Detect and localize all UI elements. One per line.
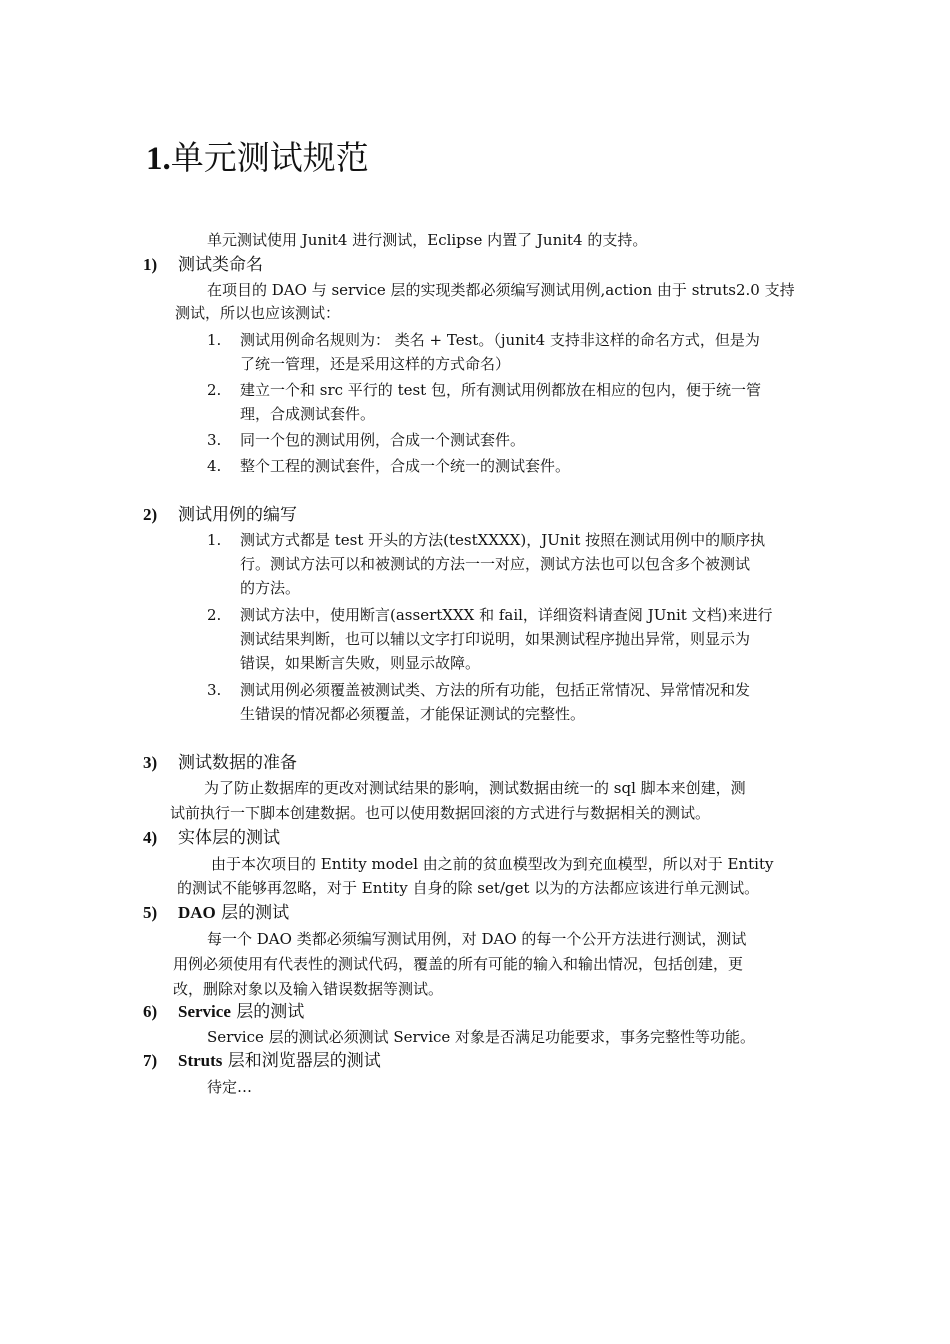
section-3-para-line: 试前执行一下脚本创建数据。也可以使用数据回滚的方式进行与数据相关的测试。: [170, 804, 711, 822]
list-item-number: 3.: [207, 681, 222, 699]
section-heading-3: 3) 测试数据的准备: [143, 753, 297, 773]
section-3-para-line: 为了防止数据库的更改对测试结果的影响，测试数据由统一的 sql 脚本来创建，测: [204, 779, 746, 797]
list-item-line: 了统一管理，还是采用这样的方式命名）: [240, 355, 511, 373]
section-4-para-line: 的测试不能够再忽略，对于 Entity 自身的除 set/get 以为的方法都应该进行单元测试。: [177, 879, 760, 897]
section-4-para-line: 由于本次项目的 Entity model 由之前的贫血模型改为到充血模型，所以对于 Entity: [211, 855, 774, 873]
list-item-line: 测试结果判断，也可以辅以文字打印说明，如果测试程序抛出异常，则显示为: [240, 630, 751, 648]
list-item-line: 测试用例命名规则为： 类名 + Test。（junit4 支持非这样的命名方式，但是为: [240, 331, 760, 349]
list-item-line: 理，合成测试套件。: [240, 405, 376, 423]
section-7-para-line: 待定…: [207, 1078, 253, 1096]
section-heading-6: 6) Service 层的测试: [143, 1002, 305, 1022]
section-heading-2: 2) 测试用例的编写: [143, 505, 297, 525]
list-item-line: 建立一个和 src 平行的 test 包，所有测试用例都放在相应的包内，便于统一管: [240, 381, 761, 399]
section-1-para-line: 测试，所以也应该测试：: [175, 304, 341, 322]
intro-paragraph: 单元测试使用 Junit4 进行测试，Eclipse 内置了 Junit4 的支持。: [207, 231, 648, 249]
list-item-number: 1.: [207, 331, 222, 349]
section-heading-1: 1) 测试类命名: [143, 255, 263, 275]
title-number: 1.: [146, 141, 171, 177]
list-item-line: 行。测试方法可以和被测试的方法一一对应，测试方法也可以包含多个被测试: [240, 555, 751, 573]
list-item-line: 测试用例必须覆盖被测试类、方法的所有功能，包括正常情况、异常情况和发: [240, 681, 751, 699]
list-item-line: 测试方法中，使用断言(assertXXX 和 fail，详细资料请查阅 JUnit 文档)来进行: [240, 606, 773, 624]
list-item-line: 错误，如果断言失败，则显示故障。: [240, 654, 481, 672]
list-item-number: 1.: [207, 531, 222, 549]
list-item-line: 生错误的情况都必须覆盖，才能保证测试的完整性。: [240, 705, 586, 723]
list-item-line: 的方法。: [240, 579, 301, 597]
list-item-number: 3.: [207, 431, 222, 449]
section-1-para-line: 在项目的 DAO 与 service 层的实现类都必须编写测试用例,action 由于 struts2.0 支持: [207, 281, 795, 299]
list-item-number: 2.: [207, 606, 222, 624]
section-heading-5: 5) DAO 层的测试: [143, 903, 290, 923]
section-6-para-line: Service 层的测试必须测试 Service 对象是否满足功能要求，事务完整性等功能。: [207, 1028, 756, 1046]
list-item-line: 测试方式都是 test 开头的方法(testXXXX)，JUnit 按照在测试用例中的顺序执: [240, 531, 766, 549]
list-item-line: 同一个包的测试用例，合成一个测试套件。: [240, 431, 526, 449]
section-5-para-line: 改，删除对象以及输入错误数据等测试。: [173, 980, 444, 998]
section-5-para-line: 每一个 DAO 类都必须编写测试用例，对 DAO 的每一个公开方法进行测试，测试: [207, 930, 747, 948]
section-heading-7: 7) Struts 层和浏览器层的测试: [143, 1051, 381, 1071]
list-item-line: 整个工程的测试套件，合成一个统一的测试套件。: [240, 457, 571, 475]
list-item-number: 2.: [207, 381, 222, 399]
section-5-para-line: 用例必须使用有代表性的测试代码，覆盖的所有可能的输入和输出情况，包括创建，更: [173, 955, 744, 973]
list-item-number: 4.: [207, 457, 222, 475]
title-text: 单元测试规范: [170, 138, 369, 177]
section-heading-4: 4) 实体层的测试: [143, 828, 280, 848]
page-title: [146, 136, 369, 181]
